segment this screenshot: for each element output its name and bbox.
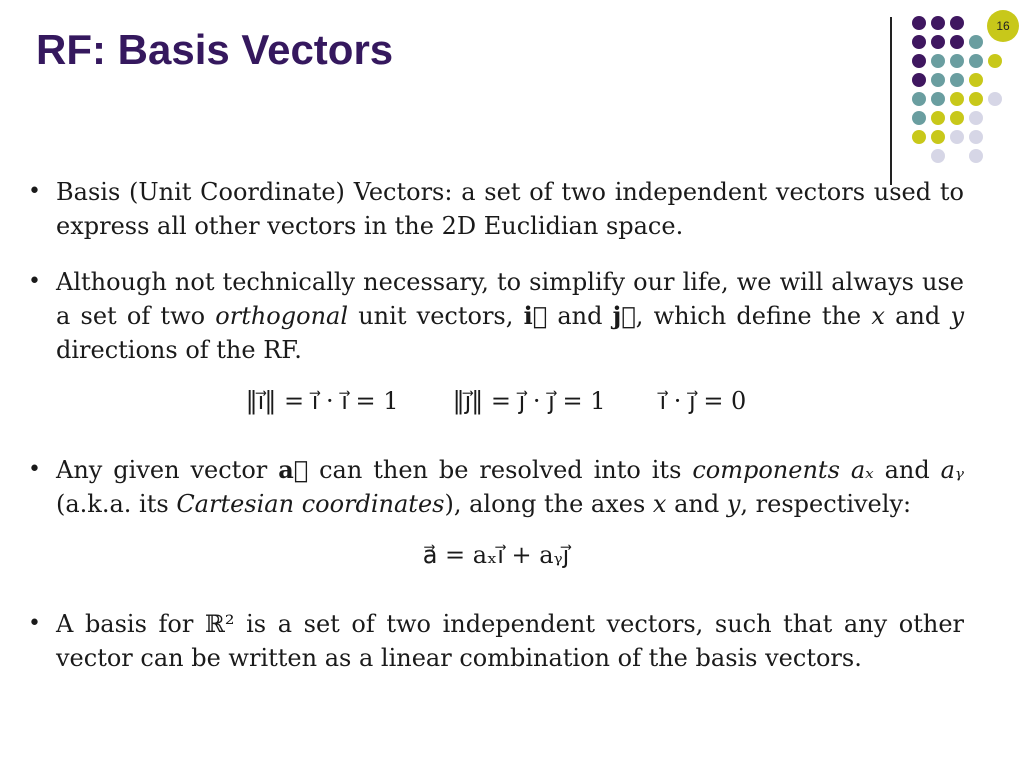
text-segment: directions of the RF. xyxy=(56,336,302,364)
equation-vector-decomposition: a⃗ = aₓi⃗ + aᵧj⃗ xyxy=(422,541,570,569)
dot xyxy=(912,35,926,49)
equation-norm-i: ‖i⃗‖ = i⃗ · i⃗ = 1 xyxy=(245,387,399,415)
dot xyxy=(950,130,964,144)
dot xyxy=(969,92,983,106)
emphasis-components: components xyxy=(692,456,840,484)
dot xyxy=(950,92,964,106)
page-number-badge: 16 xyxy=(987,10,1019,42)
dot xyxy=(950,111,964,125)
text-segment: A basis for xyxy=(56,610,205,638)
dot xyxy=(969,111,983,125)
text-segment: (a.k.a. its xyxy=(56,490,177,518)
dot xyxy=(931,16,945,30)
dot xyxy=(912,130,926,144)
math-x: x xyxy=(871,302,885,330)
dot xyxy=(931,35,945,49)
text-segment: Although not technically necessary, to simplify our life, we will always use a set of two xyxy=(56,268,964,330)
text-segment: , respectively: xyxy=(740,490,912,518)
dot xyxy=(912,73,926,87)
math-r2: ℝ² xyxy=(204,610,235,638)
dot xyxy=(931,149,945,163)
text-segment: , which define the xyxy=(635,302,872,330)
text-segment: and xyxy=(884,302,951,330)
dot xyxy=(988,92,1002,106)
text-segment: and xyxy=(666,490,727,518)
dot xyxy=(950,16,964,30)
text-segment xyxy=(840,456,851,484)
emphasis-cartesian-coordinates: Cartesian coordinates xyxy=(176,490,445,518)
dot xyxy=(931,73,945,87)
math-y: y xyxy=(726,490,741,518)
dot xyxy=(931,130,945,144)
math-ax: aₓ xyxy=(850,456,874,484)
dot xyxy=(912,54,926,68)
equation-norm-j: ‖j⃗‖ = j⃗ · j⃗ = 1 xyxy=(452,387,606,415)
dot xyxy=(969,54,983,68)
bullet-components xyxy=(28,453,964,521)
dot xyxy=(969,149,983,163)
text-segment: Any given vector xyxy=(56,456,279,484)
emphasis-orthogonal: orthogonal xyxy=(215,302,349,330)
dot xyxy=(931,111,945,125)
dot xyxy=(912,16,926,30)
bullet-basis-r2 xyxy=(28,607,964,675)
bullet-basis-definition: • Basis (Unit Coordinate) Vectors: a set of two independent vectors used to express all other vectors in the 2D Euclidian space. xyxy=(28,175,964,243)
text-segment: can then be resolved into its xyxy=(308,456,693,484)
text-segment: is a set of two independent vectors, such that any other vector can be written as a linear combination of the basis vectors. xyxy=(56,610,964,672)
header-divider xyxy=(890,17,892,185)
slide-title: RF: Basis Vectors xyxy=(36,26,394,73)
dot xyxy=(969,73,983,87)
vector-j: j⃗ xyxy=(612,301,636,330)
dot xyxy=(931,54,945,68)
bullet-orthogonal xyxy=(28,265,964,367)
bullet-list xyxy=(28,175,964,675)
dot xyxy=(931,92,945,106)
dot xyxy=(969,35,983,49)
text-segment: and xyxy=(547,302,613,330)
math-ay: aᵧ xyxy=(940,456,964,484)
vector-a: a⃗ xyxy=(278,455,309,484)
dot xyxy=(912,92,926,106)
dot xyxy=(950,73,964,87)
dot xyxy=(969,130,983,144)
equation-norms xyxy=(28,387,964,427)
text-segment: unit vectors, xyxy=(348,302,524,330)
dot xyxy=(950,54,964,68)
math-x: x xyxy=(652,490,667,518)
text-segment: and xyxy=(873,456,941,484)
text-segment: ), along the axes xyxy=(444,490,653,518)
dot xyxy=(988,54,1002,68)
dot xyxy=(912,111,926,125)
vector-i: i⃗ xyxy=(523,301,548,330)
math-y: y xyxy=(950,302,964,330)
equation-orthogonality: i⃗ · j⃗ = 0 xyxy=(659,387,747,415)
dot xyxy=(950,35,964,49)
